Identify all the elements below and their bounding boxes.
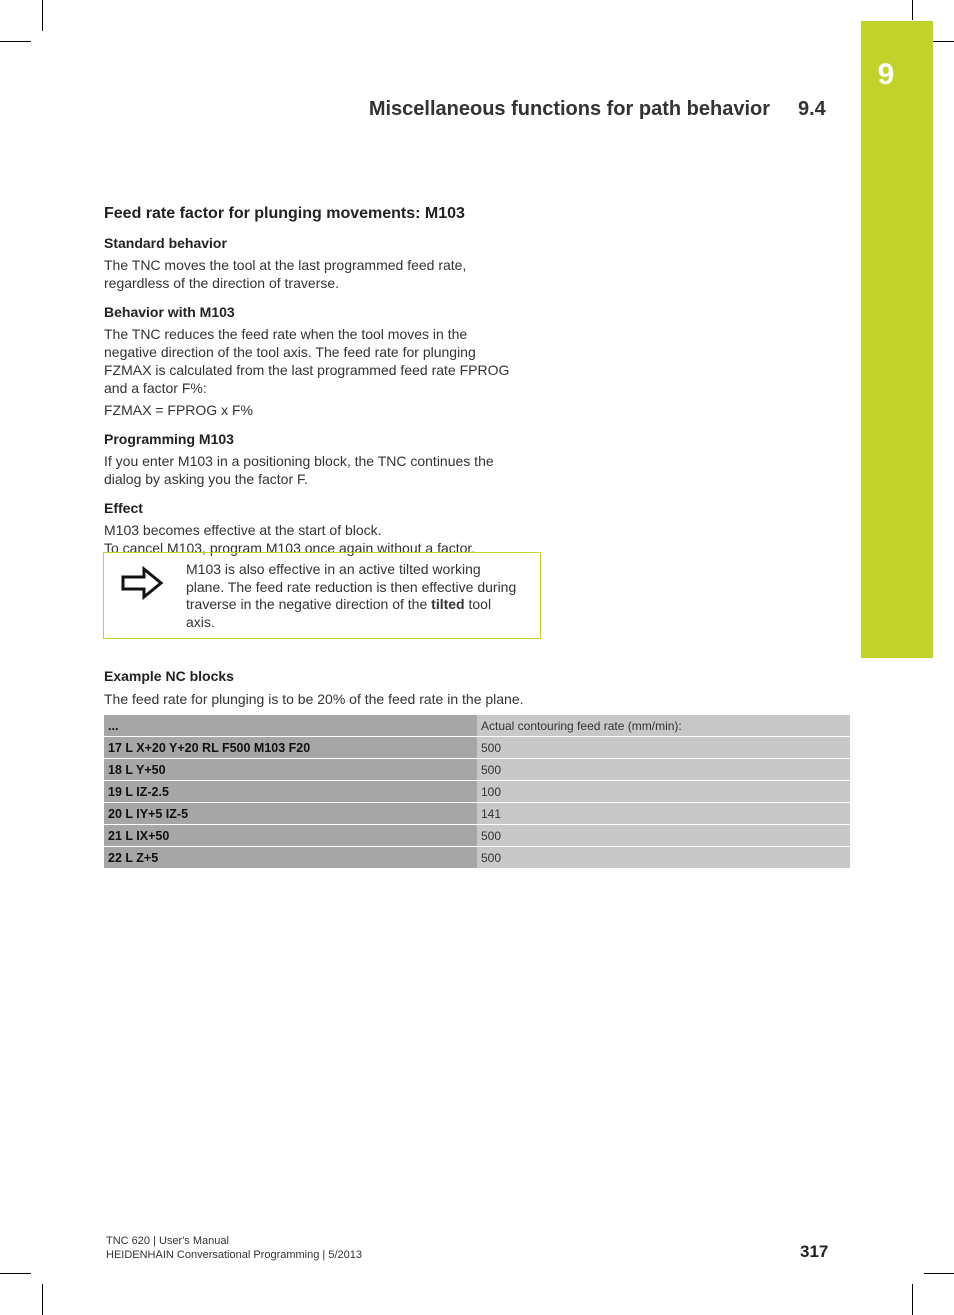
crop-mark: [42, 1284, 43, 1315]
nc-block-cell: 17 L X+20 Y+20 RL F500 M103 F20: [104, 737, 477, 758]
behavior-m103-heading: Behavior with M103: [104, 304, 235, 320]
crop-mark: [0, 41, 31, 42]
table-row: [104, 737, 850, 758]
example-heading: Example NC blocks: [104, 668, 234, 684]
footer-info: [106, 1234, 362, 1262]
effect-text: M103 becomes effective at the start of block. To cancel M103, program M103 once again without a factor.: [104, 522, 476, 556]
effect-heading: Effect: [104, 500, 143, 516]
programming-m103-heading: Programming M103: [104, 431, 234, 447]
table-row: [104, 803, 850, 824]
crop-mark: [912, 1284, 913, 1315]
crop-mark: [924, 1273, 954, 1274]
chapter-tab: [861, 21, 933, 658]
nc-block-cell: 22 L Z+5: [104, 847, 477, 868]
footer-manual: TNC 620 | User's Manual: [106, 1235, 229, 1247]
programming-m103-text: If you enter M103 in a positioning block, the TNC continues the dialog by asking you the factor F.: [104, 453, 494, 487]
table-row: [104, 781, 850, 802]
table-row: [104, 847, 850, 868]
nc-block-cell: 19 L IZ-2.5: [104, 781, 477, 802]
arrow-right-icon: [120, 565, 166, 606]
table-row: [104, 715, 850, 736]
feed-rate-cell: 141: [477, 803, 850, 824]
behavior-m103-text: The TNC reduces the feed rate when the tool moves in the negative direction of the tool axis. The feed rate for plunging FZMAX is calculated from the last programmed feed rate FPROG and a factor F%:: [104, 326, 510, 396]
formula: FZMAX = FPROG x F%: [104, 402, 253, 418]
crop-mark: [42, 0, 43, 31]
feed-rate-cell: 500: [477, 737, 850, 758]
nc-block-cell: 21 L IX+50: [104, 825, 477, 846]
standard-behavior-text: The TNC moves the tool at the last programmed feed rate, regardless of the direction of traverse.: [104, 257, 467, 291]
main-content: [104, 205, 544, 569]
table-row: [104, 759, 850, 780]
page-number: 317: [800, 1242, 829, 1261]
standard-behavior-heading: Standard behavior: [104, 235, 227, 251]
footer-publisher: HEIDENHAIN Conversational Programming | 5/2013: [106, 1249, 362, 1261]
table-row: [104, 825, 850, 846]
emphasis-tilted: tilted: [431, 596, 465, 612]
note-text: M103 is also effective in an active tilted working plane. The feed rate reduction is then effective during traverse in the negative direction of the tilted tool axis.: [186, 561, 517, 630]
nc-blocks-table: [104, 714, 850, 869]
crop-mark: [912, 0, 913, 20]
feed-rate-cell: Actual contouring feed rate (mm/min):: [477, 715, 850, 736]
running-header-title: Miscellaneous functions for path behavior: [368, 98, 770, 120]
running-header-section: 9.4: [798, 98, 826, 120]
chapter-number: 9: [877, 58, 895, 91]
feed-rate-cell: 500: [477, 825, 850, 846]
feed-rate-cell: 500: [477, 847, 850, 868]
note-box: [103, 552, 541, 639]
feed-rate-cell: 500: [477, 759, 850, 780]
nc-block-cell: 20 L IY+5 IZ-5: [104, 803, 477, 824]
nc-block-cell: 18 L Y+50: [104, 759, 477, 780]
example-section: [104, 668, 850, 869]
nc-block-cell: ...: [104, 715, 477, 736]
example-intro: The feed rate for plunging is to be 20% of the feed rate in the plane.: [104, 691, 524, 707]
crop-mark: [0, 1273, 31, 1274]
section-title: Feed rate factor for plunging movements: M103: [104, 205, 465, 222]
feed-rate-cell: 100: [477, 781, 850, 802]
